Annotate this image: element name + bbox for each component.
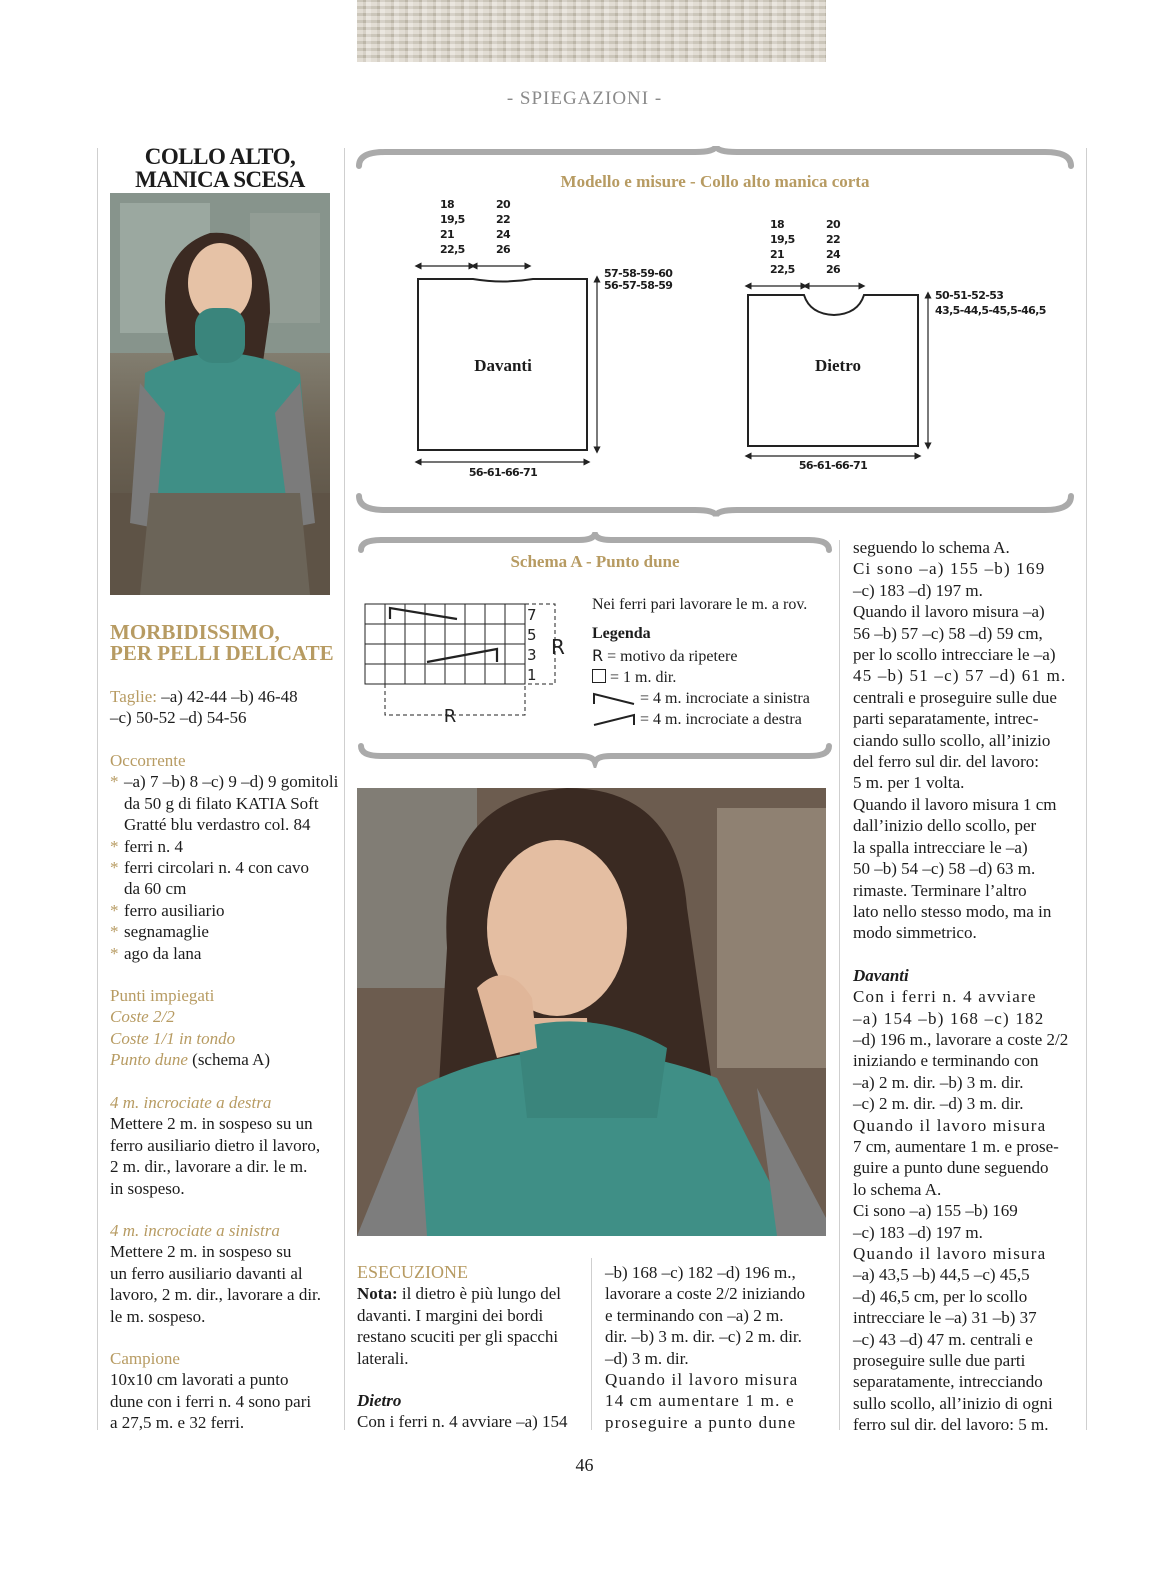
subtitle-line-1: MORBIDISSIMO,: [110, 620, 280, 644]
occorrente-line: * ferri circolari n. 4 con cavo: [124, 858, 310, 878]
text-line: iniziando e terminando con: [853, 1051, 1039, 1071]
model-photo-illustration: [110, 193, 330, 595]
text-line: sullo scollo, all’inizio di ogni: [853, 1393, 1053, 1413]
right-column: [853, 537, 1075, 1436]
text-line: Quando il lavoro misura: [605, 1370, 799, 1390]
text-line: –a) 154 –b) 168 –c) 182: [853, 1008, 1045, 1028]
text-line: –c) 2 m. dir. –d) 3 m. dir.: [853, 1094, 1024, 1114]
text-line: lato nello stesso modo, ma in: [853, 901, 1052, 921]
text-line: dall’inizio dello scollo, per: [853, 816, 1037, 836]
incrociate-destra-label: 4 m. incrociate a destra: [110, 1093, 272, 1112]
page-number: 46: [575, 1455, 594, 1475]
model-photo-sitting: [110, 193, 330, 595]
legend-item: [592, 688, 832, 709]
taglie-line-2: –c) 50-52 –d) 54-56: [110, 708, 247, 728]
occorrente-label: Occorrente: [110, 751, 186, 770]
schema-repeat-label-bottom: R: [443, 706, 457, 725]
modello-title: Modello e misure - Collo alto manica corta: [560, 172, 870, 191]
section-header: - SPIEGAZIONI -: [506, 88, 663, 109]
text-line: Ci sono –a) 155 –b) 169: [853, 559, 1046, 579]
text-line: intrecciare le –a) 31 –b) 37: [853, 1308, 1037, 1328]
repeat-symbol: R: [592, 645, 604, 665]
dietro-line: Con i ferri n. 4 avviare –a) 154: [357, 1412, 568, 1432]
size-value: 26: [496, 243, 511, 256]
davanti-top-right-sizes: [496, 197, 510, 257]
davanti-top-left-sizes: [440, 197, 465, 257]
text-line: lavorare a coste 2/2 iniziando: [605, 1284, 806, 1304]
size-value: 21: [770, 248, 785, 261]
nota-line: laterali.: [357, 1348, 409, 1368]
cross-left-icon: [592, 690, 636, 706]
occorrente-item: [110, 771, 340, 835]
dietro-bottom-measure: 56-61-66-71: [798, 459, 868, 472]
occorrente-line: * –a) 7 –b) 8 –c) 9 –d) 9 gomitoli: [124, 772, 339, 792]
column-rule: [591, 1258, 592, 1430]
punti-item: Punto dune: [110, 1050, 188, 1070]
schema-repeat-label-side: R: [551, 635, 565, 659]
occorrente-item: [110, 836, 340, 857]
text-line: Quando il lavoro misura: [853, 1115, 1047, 1135]
incrociate-sinistra-label: 4 m. incrociate a sinistra: [110, 1221, 280, 1240]
legend-item: [592, 645, 832, 667]
davanti-side-measure: [604, 268, 672, 292]
column-rule: [839, 540, 840, 1430]
text-line: del ferro sul dir. del lavoro:: [853, 752, 1040, 772]
punti-item: Coste 2/2: [110, 1007, 175, 1027]
esecuzione-block: [357, 1262, 582, 1433]
text-line: –a) 2 m. dir. –b) 3 m. dir.: [853, 1072, 1024, 1092]
size-value: 22,5: [770, 263, 795, 276]
occorrente-block: [110, 750, 340, 964]
instruction-line: lavoro, 2 m. dir., lavorare a dir.: [110, 1285, 322, 1305]
campione-block: [110, 1348, 340, 1434]
text-line: dir. –b) 3 m. dir. –c) 2 m. dir.: [605, 1327, 802, 1347]
column-rule: [97, 148, 98, 1430]
punti-item: Coste 1/1 in tondo: [110, 1028, 236, 1048]
size-value: 24: [496, 228, 511, 241]
text-line: seguendo lo schema A.: [853, 538, 1010, 557]
title-line-2: MANICA SCESA: [135, 167, 305, 192]
text-line: per lo scollo intrecciare le –a): [853, 645, 1056, 665]
model-photo-portrait: [357, 788, 826, 1236]
davanti-bottom-measure: 56-61-66-71: [468, 466, 538, 479]
instruction-line: un ferro ausiliario davanti al: [110, 1263, 303, 1283]
nota-line: restano scuciti per gli spacchi: [357, 1327, 559, 1347]
text-line: lo schema A.: [853, 1179, 942, 1199]
instruction-line: ferro ausiliario dietro il lavoro,: [110, 1135, 321, 1155]
size-value: 20: [826, 218, 841, 231]
text-line: 56 –b) 57 –c) 58 –d) 59 cm,: [853, 623, 1043, 643]
measure-value: 50-51-52-53: [935, 289, 1004, 302]
legend-item: [592, 709, 832, 730]
text-line: modo simmetrico.: [853, 923, 977, 943]
nota-line: davanti. I margini dei bordi: [357, 1305, 544, 1325]
size-value: 26: [826, 263, 841, 276]
occorrente-line: Gratté blu verdastro col. 84: [124, 815, 311, 835]
nota-label: Nota:: [357, 1284, 398, 1304]
occorrente-item: [110, 943, 340, 964]
instruction-line: a 27,5 m. e 32 ferri.: [110, 1413, 245, 1433]
size-value: 22: [496, 213, 511, 226]
size-value: 18: [440, 198, 455, 211]
nota-line: il dietro è più lungo del: [397, 1284, 561, 1304]
size-value: 19,5: [770, 233, 795, 246]
text-line: Quando il lavoro misura –a): [853, 602, 1045, 622]
occorrente-item: [110, 900, 340, 921]
measure-value: 56-57-58-59: [604, 279, 673, 292]
size-value: 19,5: [440, 213, 465, 226]
size-value: 22: [826, 233, 841, 246]
column-rule: [1086, 148, 1087, 1430]
text-line: 7 cm, aumentare 1 m. e prose-: [853, 1136, 1059, 1156]
text-line: la spalla intrecciare le –a): [853, 837, 1028, 857]
text-line: –d) 46,5 cm, per lo scollo: [853, 1286, 1028, 1306]
dietro-top-left-sizes: [770, 217, 795, 277]
square-icon: [592, 669, 606, 683]
legend-text: = 4 m. incrociate a sinistra: [636, 690, 810, 708]
instruction-line: dune con i ferri n. 4 sono pari: [110, 1391, 312, 1411]
text-line: –d) 3 m. dir.: [605, 1348, 689, 1368]
occorrente-line: * ferri n. 4: [124, 836, 184, 856]
instruction-line: le m. sospeso.: [110, 1306, 206, 1326]
occorrente-line: * segnamaglie: [124, 922, 209, 942]
text-line: 50 –b) 54 –c) 58 –d) 63 m.: [853, 859, 1036, 879]
davanti-label: Davanti: [474, 356, 532, 375]
legenda-label: Legenda: [592, 625, 651, 643]
text-line: ciando sullo scollo, all’inizio: [853, 730, 1051, 750]
row-number: 3: [527, 646, 537, 664]
dietro-heading: Dietro: [357, 1391, 402, 1411]
punti-block: [110, 985, 340, 1071]
text-line: ferro sul dir. del lavoro: 5 m.: [853, 1415, 1049, 1435]
text-line: 5 m. per 1 volta.: [853, 773, 965, 793]
instruction-line: 2 m. dir., lavorare a dir. le m.: [110, 1157, 308, 1177]
dietro-side-measure: [935, 288, 1046, 318]
schema-legend: [592, 594, 832, 731]
text-line: –c) 43 –d) 47 m. centrali e: [853, 1329, 1033, 1349]
esecuzione-label: ESECUZIONE: [357, 1262, 468, 1282]
knit-texture-photo: [357, 0, 826, 62]
text-line: rimaste. Terminare l’altro: [853, 880, 1027, 900]
size-value: 18: [770, 218, 785, 231]
text-line: guire a punto dune seguendo: [853, 1158, 1049, 1178]
taglie-block: [110, 686, 340, 729]
text-line: –d) 196 m., lavorare a coste 2/2: [853, 1029, 1069, 1049]
legend-item: [592, 667, 832, 688]
text-line: 45 –b) 51 –c) 57 –d) 61 m.: [853, 666, 1067, 686]
row-number: 5: [527, 626, 537, 644]
title-line-1: COLLO ALTO,: [144, 144, 296, 169]
schema-note: Nei ferri pari lavorare le m. a rov.: [592, 596, 808, 613]
instruction-line: Mettere 2 m. in sospeso su: [110, 1242, 292, 1262]
occorrente-line: * ago da lana: [124, 943, 202, 963]
text-line: –b) 168 –c) 182 –d) 196 m.,: [605, 1263, 796, 1282]
instruction-line: 10x10 cm lavorati a punto: [110, 1370, 289, 1390]
size-value: 20: [496, 198, 511, 211]
legend-text: = 4 m. incrociate a destra: [636, 711, 802, 729]
legend-text: = 1 m. dir.: [606, 668, 677, 686]
cross-right-icon: [592, 711, 636, 727]
punti-schema-ref: (schema A): [187, 1050, 271, 1070]
text-line: Con i ferri n. 4 avviare: [853, 987, 1037, 1007]
middle-column-continued: [605, 1262, 827, 1433]
occorrente-line: da 60 cm: [124, 879, 187, 899]
occorrente-item: [110, 921, 340, 942]
measure-value: 43,5-44,5-45,5-46,5: [935, 304, 1046, 317]
row-number: 1: [527, 666, 537, 684]
text-line: separatamente, intrecciando: [853, 1372, 1043, 1392]
instruction-line: Mettere 2 m. in sospeso su un: [110, 1114, 313, 1134]
size-value: 24: [826, 248, 841, 261]
instruction-line: in sospeso.: [110, 1178, 185, 1198]
text-line: –c) 183 –d) 197 m.: [853, 1222, 983, 1242]
text-line: Quando il lavoro misura: [853, 1244, 1047, 1263]
incrociate-sinistra-block: [110, 1220, 340, 1327]
punti-label: Punti impiegati: [110, 986, 215, 1005]
text-line: –c) 183 –d) 197 m.: [853, 580, 983, 600]
schema-title: Schema A - Punto dune: [510, 552, 680, 571]
dietro-schematic: [740, 278, 940, 478]
campione-label: Campione: [110, 1349, 180, 1368]
text-line: Quando il lavoro misura 1 cm: [853, 794, 1057, 814]
text-line: centrali e proseguire sulle due: [853, 687, 1057, 707]
portrait-photo-illustration: [357, 788, 826, 1236]
schema-grid: [362, 603, 572, 725]
article-title: [110, 145, 330, 191]
taglie-line-1: –a) 42-44 –b) 46-48: [156, 687, 298, 706]
text-line: proseguire sulle due parti: [853, 1351, 1026, 1371]
legend-text: = motivo da ripetere: [603, 647, 738, 665]
size-value: 21: [440, 228, 455, 241]
dietro-top-right-sizes: [826, 217, 840, 277]
occorrente-line: * ferro ausiliario: [124, 900, 225, 920]
incrociate-destra-block: [110, 1092, 340, 1199]
occorrente-item: [110, 857, 340, 900]
dietro-label: Dietro: [815, 356, 861, 375]
davanti-heading: Davanti: [853, 965, 909, 985]
occorrente-line: da 50 g di filato KATIA Soft: [124, 793, 319, 813]
row-number: 7: [527, 606, 537, 624]
measure-value: 57-58-59-60: [604, 267, 673, 280]
text-line: –a) 43,5 –b) 44,5 –c) 45,5: [853, 1265, 1030, 1285]
taglie-label: Taglie:: [110, 687, 157, 706]
text-line: Ci sono –a) 155 –b) 169: [853, 1201, 1018, 1221]
subtitle: [110, 622, 340, 664]
text-line: proseguire a punto dune: [605, 1412, 797, 1432]
text-line: e terminando con –a) 2 m.: [605, 1305, 784, 1325]
text-line: 14 cm aumentare 1 m. e: [605, 1391, 795, 1411]
subtitle-line-2: PER PELLI DELICATE: [110, 641, 334, 665]
column-rule: [344, 148, 345, 1430]
text-line: parti separatamente, intrec-: [853, 709, 1039, 729]
size-value: 22,5: [440, 243, 465, 256]
